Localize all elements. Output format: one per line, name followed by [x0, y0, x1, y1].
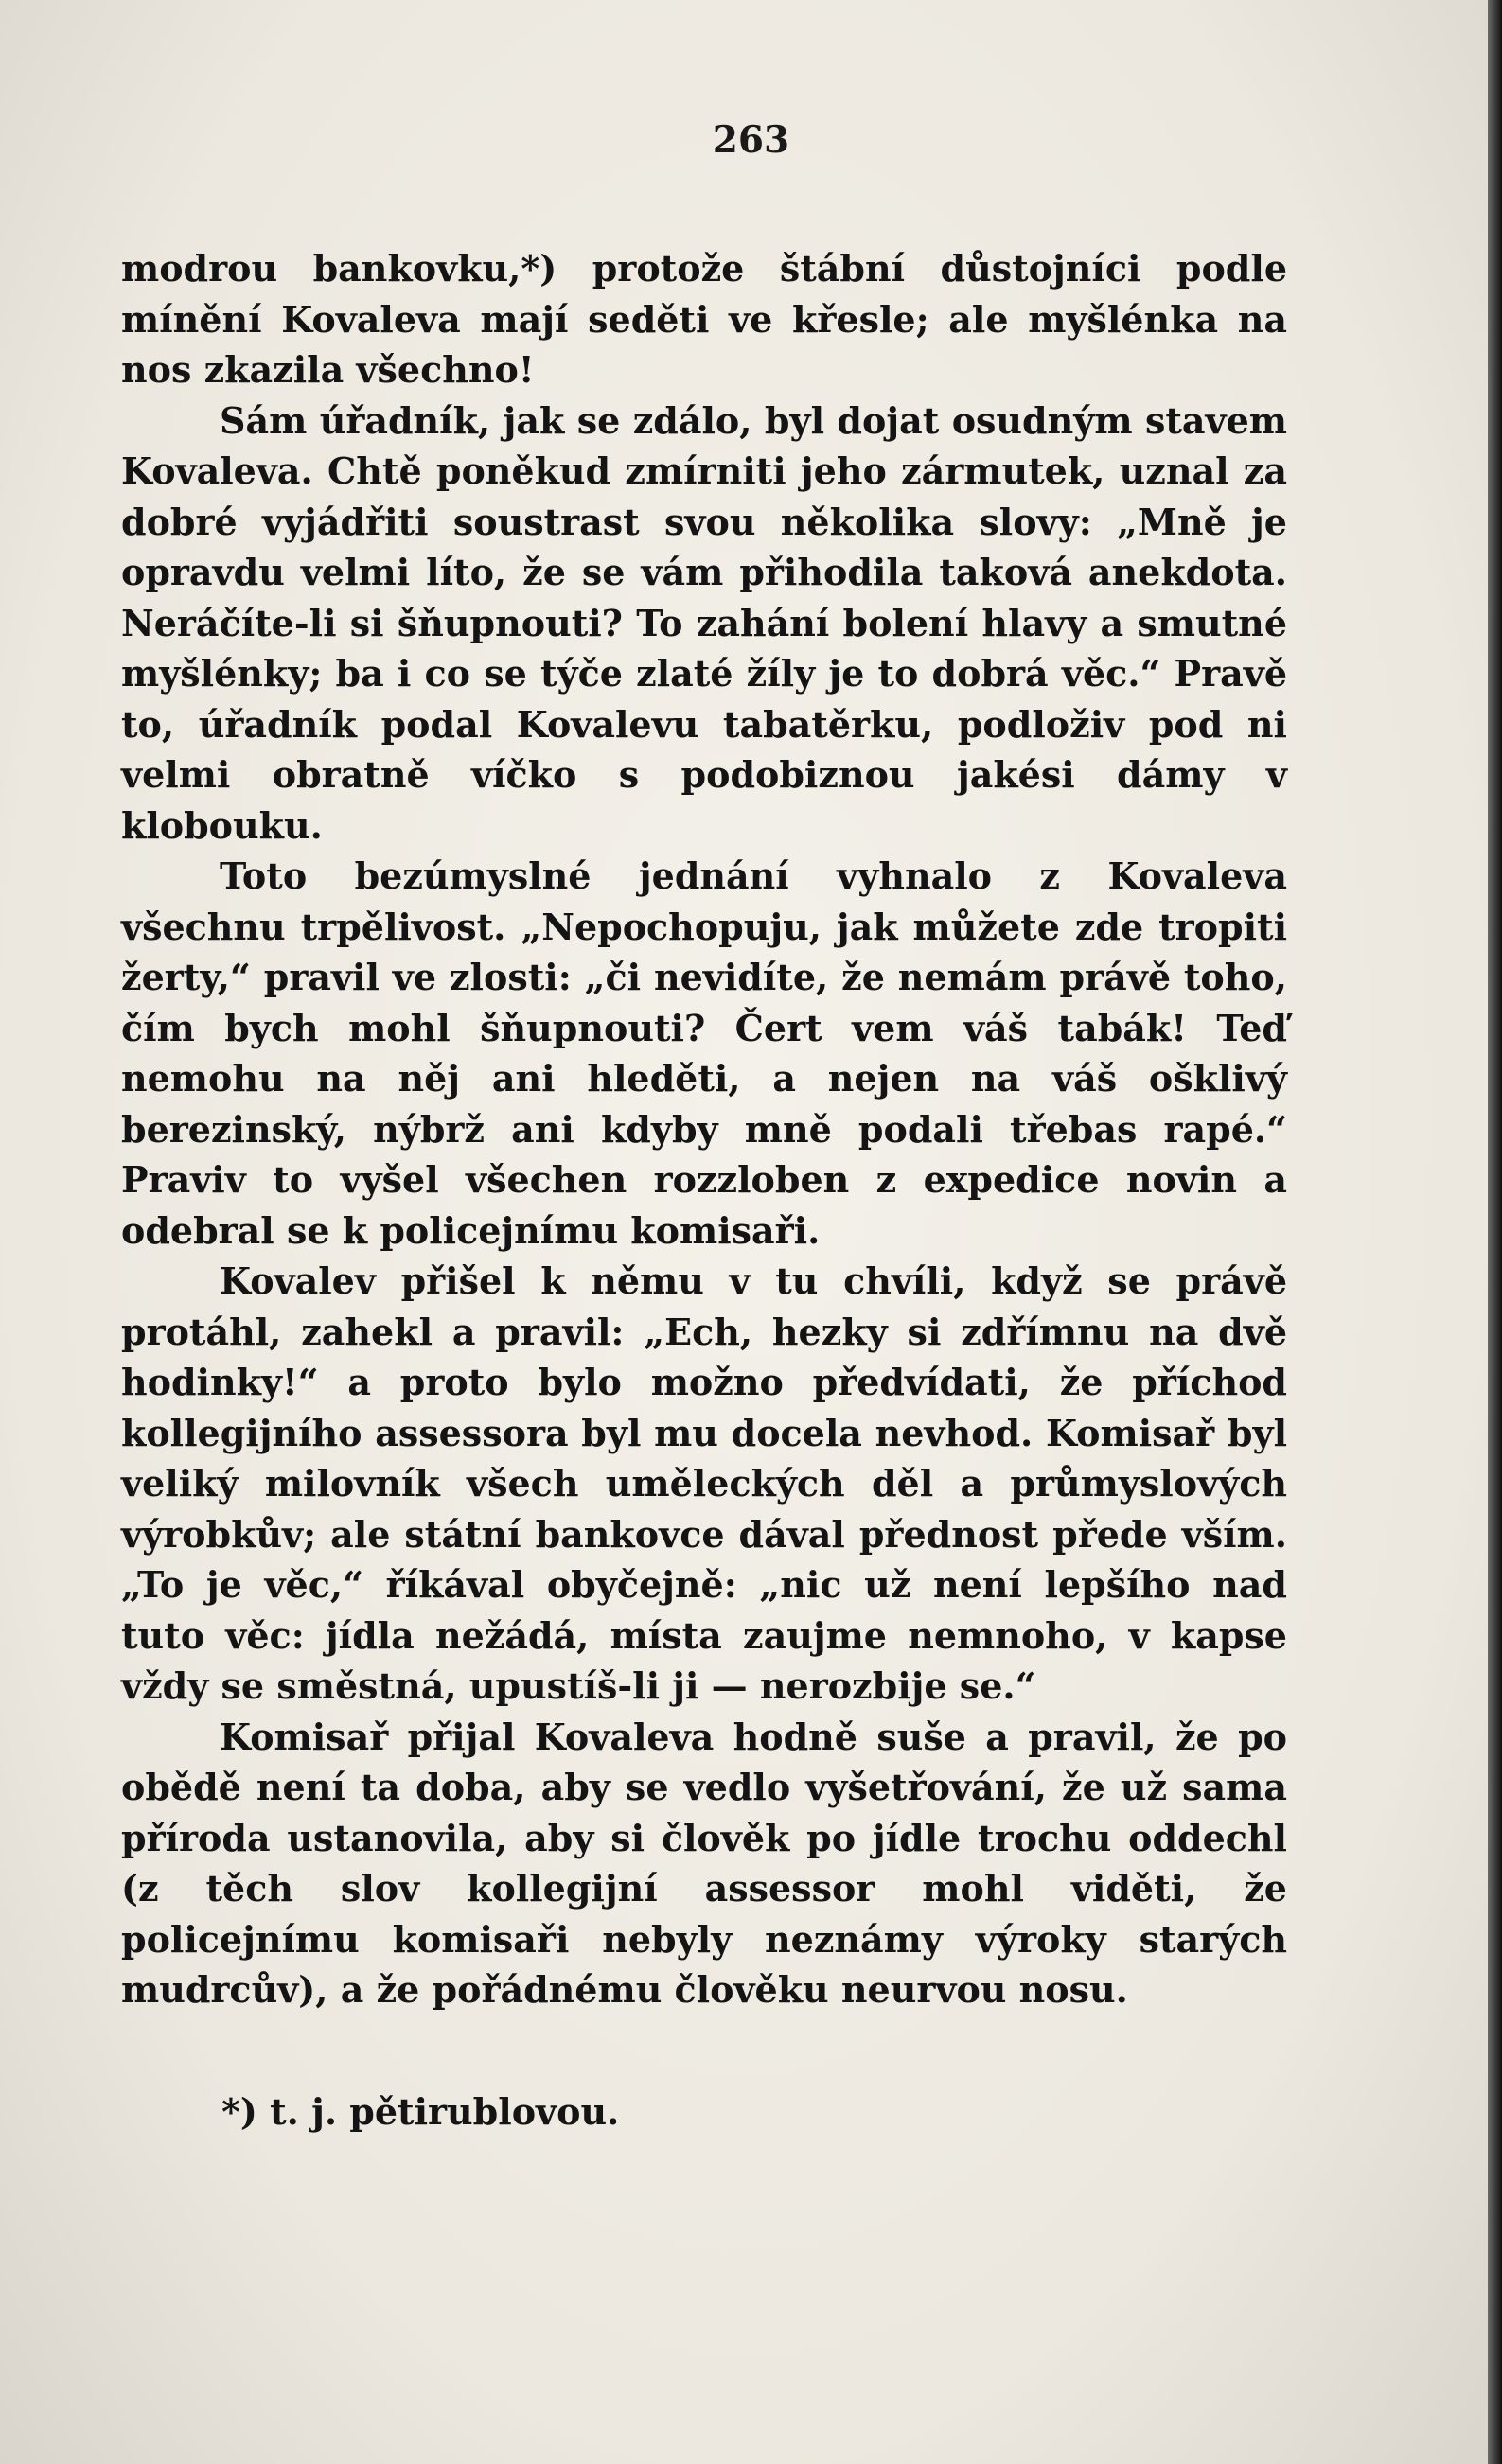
paragraph-5: Komisař přijal Kovaleva hodně suše a pravil, že po obědě není ta doba, aby se vedlo vyšetřování, že už sama příroda ustanovila, aby si člověk po jídle trochu oddechl (z těch slov kollegijní assessor mohl viděti, že policejnímu komisaři nebyly neznámy výroky starých mudrcův), a že pořádnému člověku neurvou nosu.	[121, 1715, 1287, 2011]
footnote: *) t. j. pětirublovou.	[221, 2090, 620, 2133]
paragraph-4: Kovalev přišel k němu v tu chvíli, když se právě protáhl, zahekl a pravil: „Ech, hezky si zdřímnu na dvě hodinky!“ a proto bylo možno předvídati, že příchod kollegijního assessora byl mu docela nevhod. Komisař byl veliký milovník všech uměleckých děl a průmyslových výrobkův; ale státní bankovce dával přednost přede vším. „To je věc,“ říkával obyčejně: „nic už není lepšího nad tuto věc: jídla nežádá, místa zaujme nemnoho, v kapse vždy se směstná, upustíš-li ji — nerozbije se.“	[121, 1259, 1287, 1707]
paragraph-3: Toto bezúmyslné jednání vyhnalo z Kovaleva všechnu trpělivost. „Nepochopuju, jak můžete zde tropiti žerty,“ pravil ve zlosti: „či nevidíte, že nemám právě toho, čím bych mohl šňupnouti? Čert vem váš tabák! Teď nemohu na něj ani hleděti, a nejen na váš ošklivý berezinský, nýbrž ani kdyby mně podali třebas rapé.“ Praviv to vyšel všechen rozzloben z expedice novin a odebral se k policejnímu komisaři.	[121, 854, 1287, 1252]
page-number: 263	[712, 118, 790, 162]
body-text	[121, 243, 1287, 2015]
paragraph-2: Sám úřadník, jak se zdálo, byl dojat osudným stavem Kovaleva. Chtě poněkud zmírniti jeho zármutek, uznal za dobré vyjádřiti soustrast svou několika slovy: „Mně je opravdu velmi líto, že se vám přihodila taková anekdota. Neráčíte-li si šňupnouti? To zahání bolení hlavy a smutné myšlénky; ba i co se týče zlaté žíly je to dobrá věc.“ Pravě to, úřadník podal Kovalevu tabatěrku, podloživ pod ni velmi obratně víčko s podobiznou jakési dámy v klobouku.	[121, 398, 1287, 847]
paragraph-1: modrou bankovku,*) protože štábní důstojníci podle mínění Kovaleva mají seděti ve křesle; ale myšlénka na nos zkazila všechno!	[121, 247, 1287, 391]
page-edge-shadow	[1488, 0, 1502, 2464]
